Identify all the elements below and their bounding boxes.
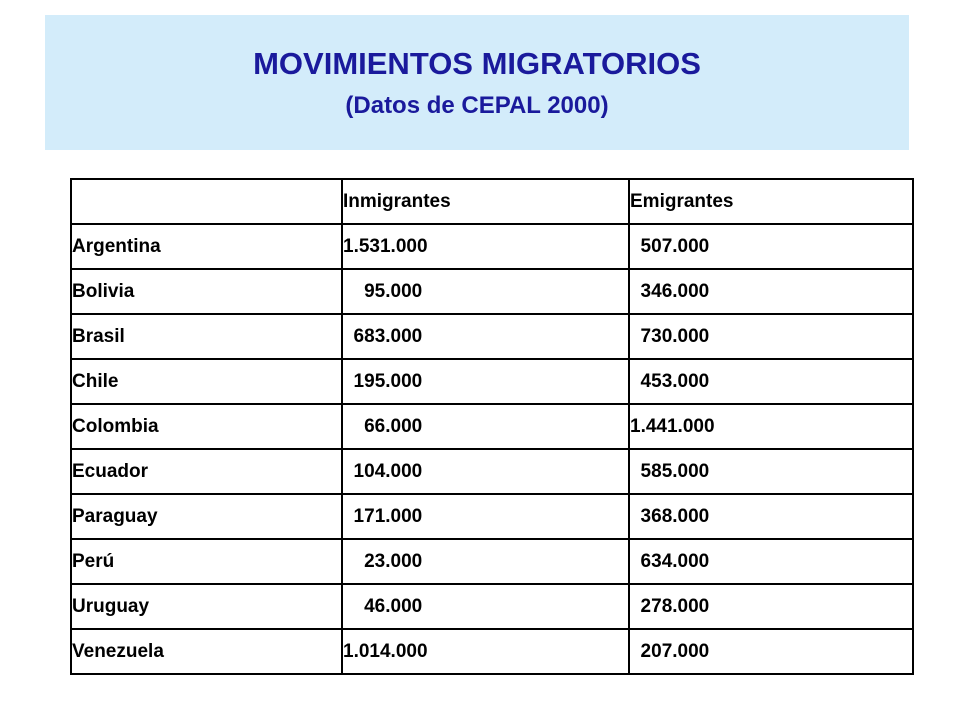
inmigrantes-cell: 1.531.000 xyxy=(342,224,629,269)
table-row xyxy=(71,539,913,584)
emigrantes-cell: 207.000 xyxy=(629,629,913,674)
page-title: MOVIMIENTOS MIGRATORIOS xyxy=(253,46,701,81)
inmigrantes-cell: 195.000 xyxy=(342,359,629,404)
table-row xyxy=(71,359,913,404)
emigrantes-cell: 346.000 xyxy=(629,269,913,314)
emigrantes-cell: 453.000 xyxy=(629,359,913,404)
table-row xyxy=(71,314,913,359)
table-row xyxy=(71,449,913,494)
country-cell: Paraguay xyxy=(71,494,342,539)
emigrantes-cell: 1.441.000 xyxy=(629,404,913,449)
country-cell: Ecuador xyxy=(71,449,342,494)
table-row xyxy=(71,224,913,269)
table-row xyxy=(71,404,913,449)
inmigrantes-cell: 23.000 xyxy=(342,539,629,584)
emigrantes-cell: 368.000 xyxy=(629,494,913,539)
page-subtitle: (Datos de CEPAL 2000) xyxy=(345,92,609,119)
country-cell: Argentina xyxy=(71,224,342,269)
header-emigrantes-cell: Emigrantes xyxy=(629,179,913,224)
country-cell: Bolivia xyxy=(71,269,342,314)
table-row xyxy=(71,494,913,539)
table-row xyxy=(71,584,913,629)
inmigrantes-cell: 46.000 xyxy=(342,584,629,629)
emigrantes-cell: 507.000 xyxy=(629,224,913,269)
country-cell: Uruguay xyxy=(71,584,342,629)
title-banner xyxy=(45,15,909,150)
emigrantes-cell: 634.000 xyxy=(629,539,913,584)
emigrantes-cell: 278.000 xyxy=(629,584,913,629)
country-cell: Venezuela xyxy=(71,629,342,674)
table-row xyxy=(71,629,913,674)
inmigrantes-cell: 683.000 xyxy=(342,314,629,359)
inmigrantes-cell: 104.000 xyxy=(342,449,629,494)
country-cell: Chile xyxy=(71,359,342,404)
header-country-cell xyxy=(71,179,342,224)
table-header-row xyxy=(71,179,913,224)
header-inmigrantes-cell: Inmigrantes xyxy=(342,179,629,224)
table-row xyxy=(71,269,913,314)
inmigrantes-cell: 171.000 xyxy=(342,494,629,539)
inmigrantes-cell: 66.000 xyxy=(342,404,629,449)
inmigrantes-cell: 95.000 xyxy=(342,269,629,314)
country-cell: Brasil xyxy=(71,314,342,359)
emigrantes-cell: 585.000 xyxy=(629,449,913,494)
country-cell: Colombia xyxy=(71,404,342,449)
emigrantes-cell: 730.000 xyxy=(629,314,913,359)
country-cell: Perú xyxy=(71,539,342,584)
inmigrantes-cell: 1.014.000 xyxy=(342,629,629,674)
migration-table xyxy=(70,178,914,675)
